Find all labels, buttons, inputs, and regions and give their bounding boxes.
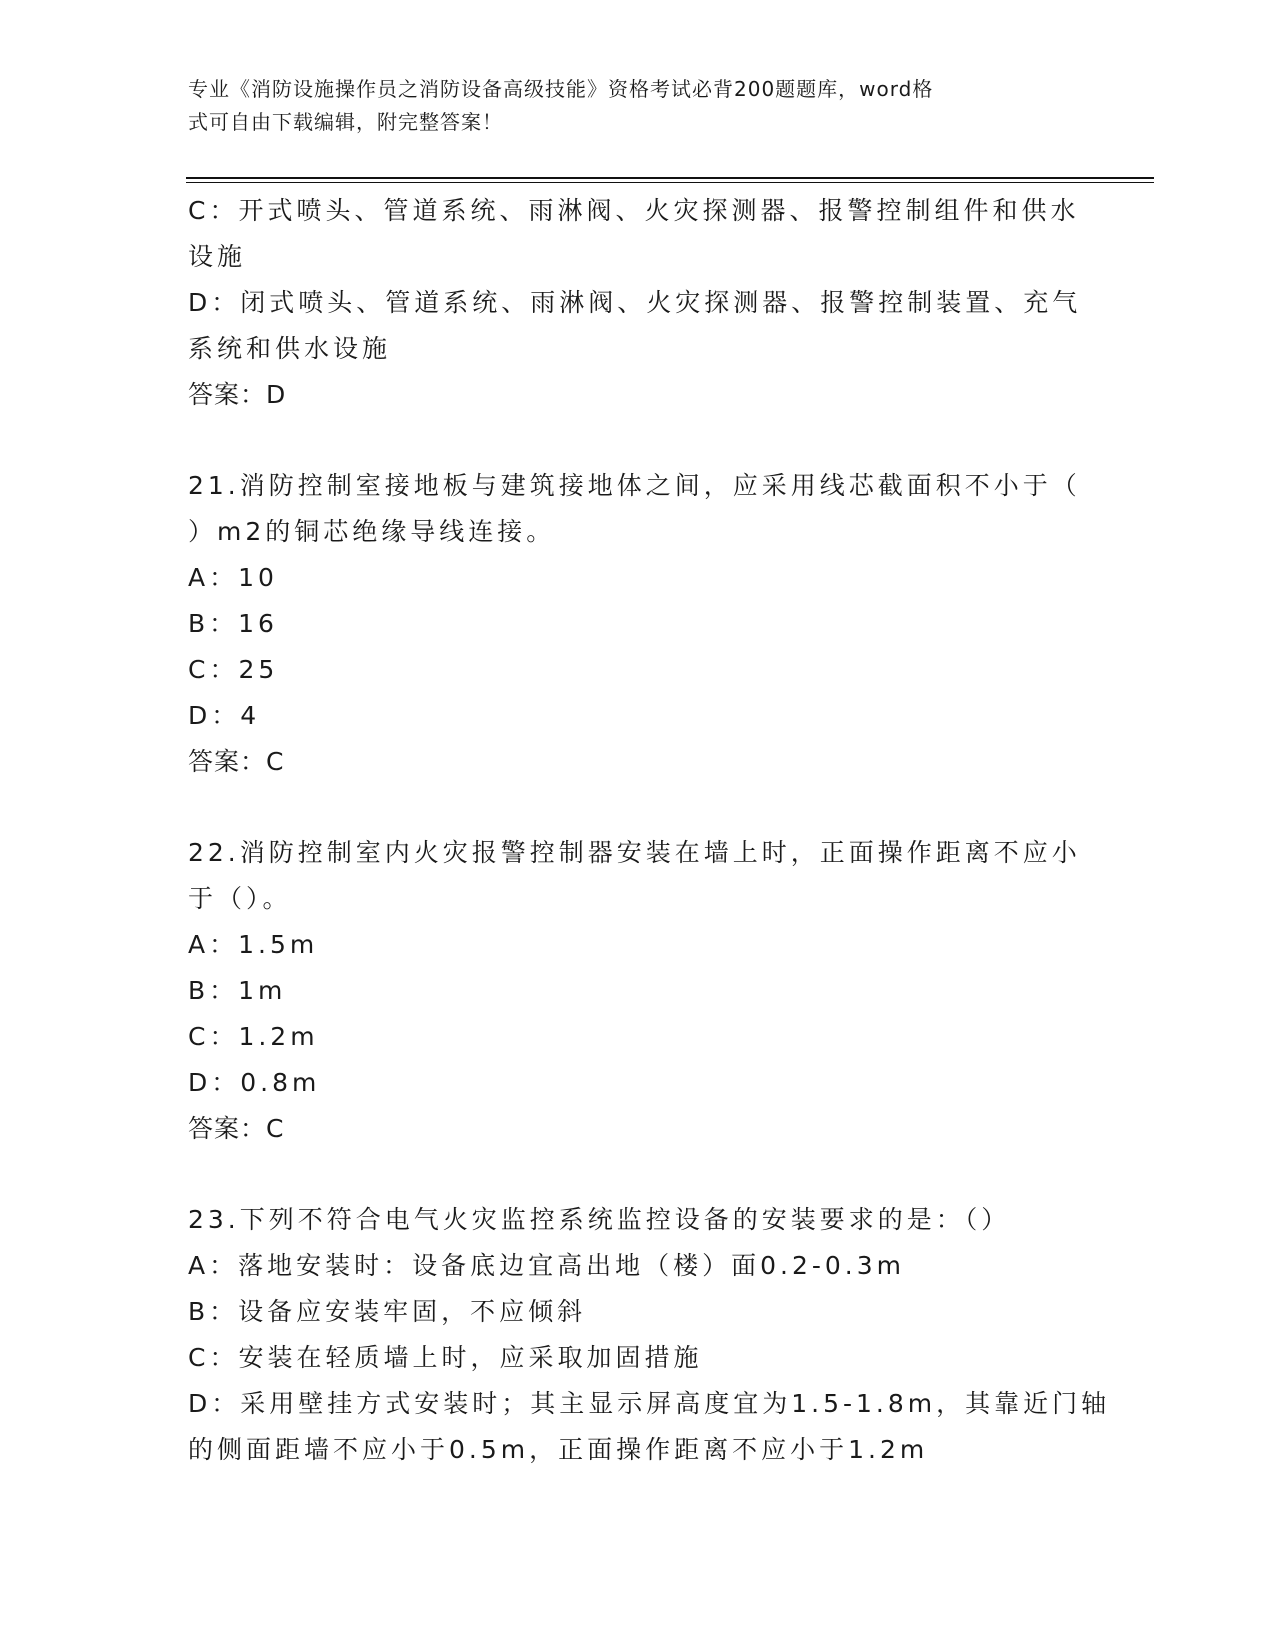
question-21 bbox=[188, 463, 1088, 785]
option-d-line-2: 系统和供水设施 bbox=[188, 334, 392, 363]
header-line-2: 式可自由下载编辑，附完整答案！ bbox=[188, 110, 503, 134]
question-stem-line-1: 21.消防控制室接地板与建筑接地体之间，应采用线芯截面积不小于（ bbox=[188, 471, 1081, 500]
question-stem-line-2: ）m2的铜芯绝缘导线连接。 bbox=[188, 517, 556, 546]
spacer bbox=[188, 1152, 1088, 1197]
option-c: C：安装在轻质墙上时，应采取加固措施 bbox=[188, 1343, 703, 1372]
option-b: B：16 bbox=[188, 609, 278, 638]
option-d: D：4 bbox=[188, 701, 261, 730]
option-d-line-2: 的侧面距墙不应小于0.5m，正面操作距离不应小于1.2m bbox=[188, 1435, 929, 1464]
question-22 bbox=[188, 830, 1088, 1152]
document-header bbox=[188, 73, 1068, 139]
option-b: B：1m bbox=[188, 976, 287, 1005]
question-content bbox=[188, 188, 1111, 1473]
option-d: D：0.8m bbox=[188, 1068, 321, 1097]
option-a: A：10 bbox=[188, 563, 278, 592]
option-c-line-1: C：开式喷头、管道系统、雨淋阀、火灾探测器、报警控制组件和供水 bbox=[188, 196, 1080, 225]
answer-label: 答案：D bbox=[188, 380, 287, 409]
option-c: C：25 bbox=[188, 655, 279, 684]
option-d-line-1: D：闭式喷头、管道系统、雨淋阀、火灾探测器、报警控制装置、充气 bbox=[188, 288, 1082, 317]
header-divider-thick bbox=[186, 177, 1154, 179]
header-divider-thin bbox=[186, 182, 1154, 183]
spacer bbox=[188, 418, 1088, 463]
option-c-line-2: 设施 bbox=[188, 242, 247, 271]
question-stem-line-2: 于（）。 bbox=[188, 884, 292, 913]
answer-label: 答案：C bbox=[188, 1114, 285, 1143]
option-b: B：设备应安装牢固，不应倾斜 bbox=[188, 1297, 587, 1326]
option-d-line-1: D：采用壁挂方式安装时；其主显示屏高度宜为1.5-1.8m，其靠近门轴 bbox=[188, 1389, 1111, 1418]
option-c: C：1.2m bbox=[188, 1022, 319, 1051]
spacer bbox=[188, 785, 1088, 830]
previous-question-tail bbox=[188, 188, 1088, 418]
option-a: A：1.5m bbox=[188, 930, 319, 959]
answer-label: 答案：C bbox=[188, 747, 285, 776]
question-23 bbox=[188, 1197, 1111, 1473]
option-a: A：落地安装时：设备底边宜高出地（楼）面0.2-0.3m bbox=[188, 1251, 905, 1280]
question-stem: 23.下列不符合电气火灾监控系统监控设备的安装要求的是：（） bbox=[188, 1205, 1011, 1234]
header-line-1: 专业《消防设施操作员之消防设备高级技能》资格考试必背200题题库，word格 bbox=[188, 77, 934, 101]
question-stem-line-1: 22.消防控制室内火灾报警控制器安装在墙上时，正面操作距离不应小 bbox=[188, 838, 1081, 867]
